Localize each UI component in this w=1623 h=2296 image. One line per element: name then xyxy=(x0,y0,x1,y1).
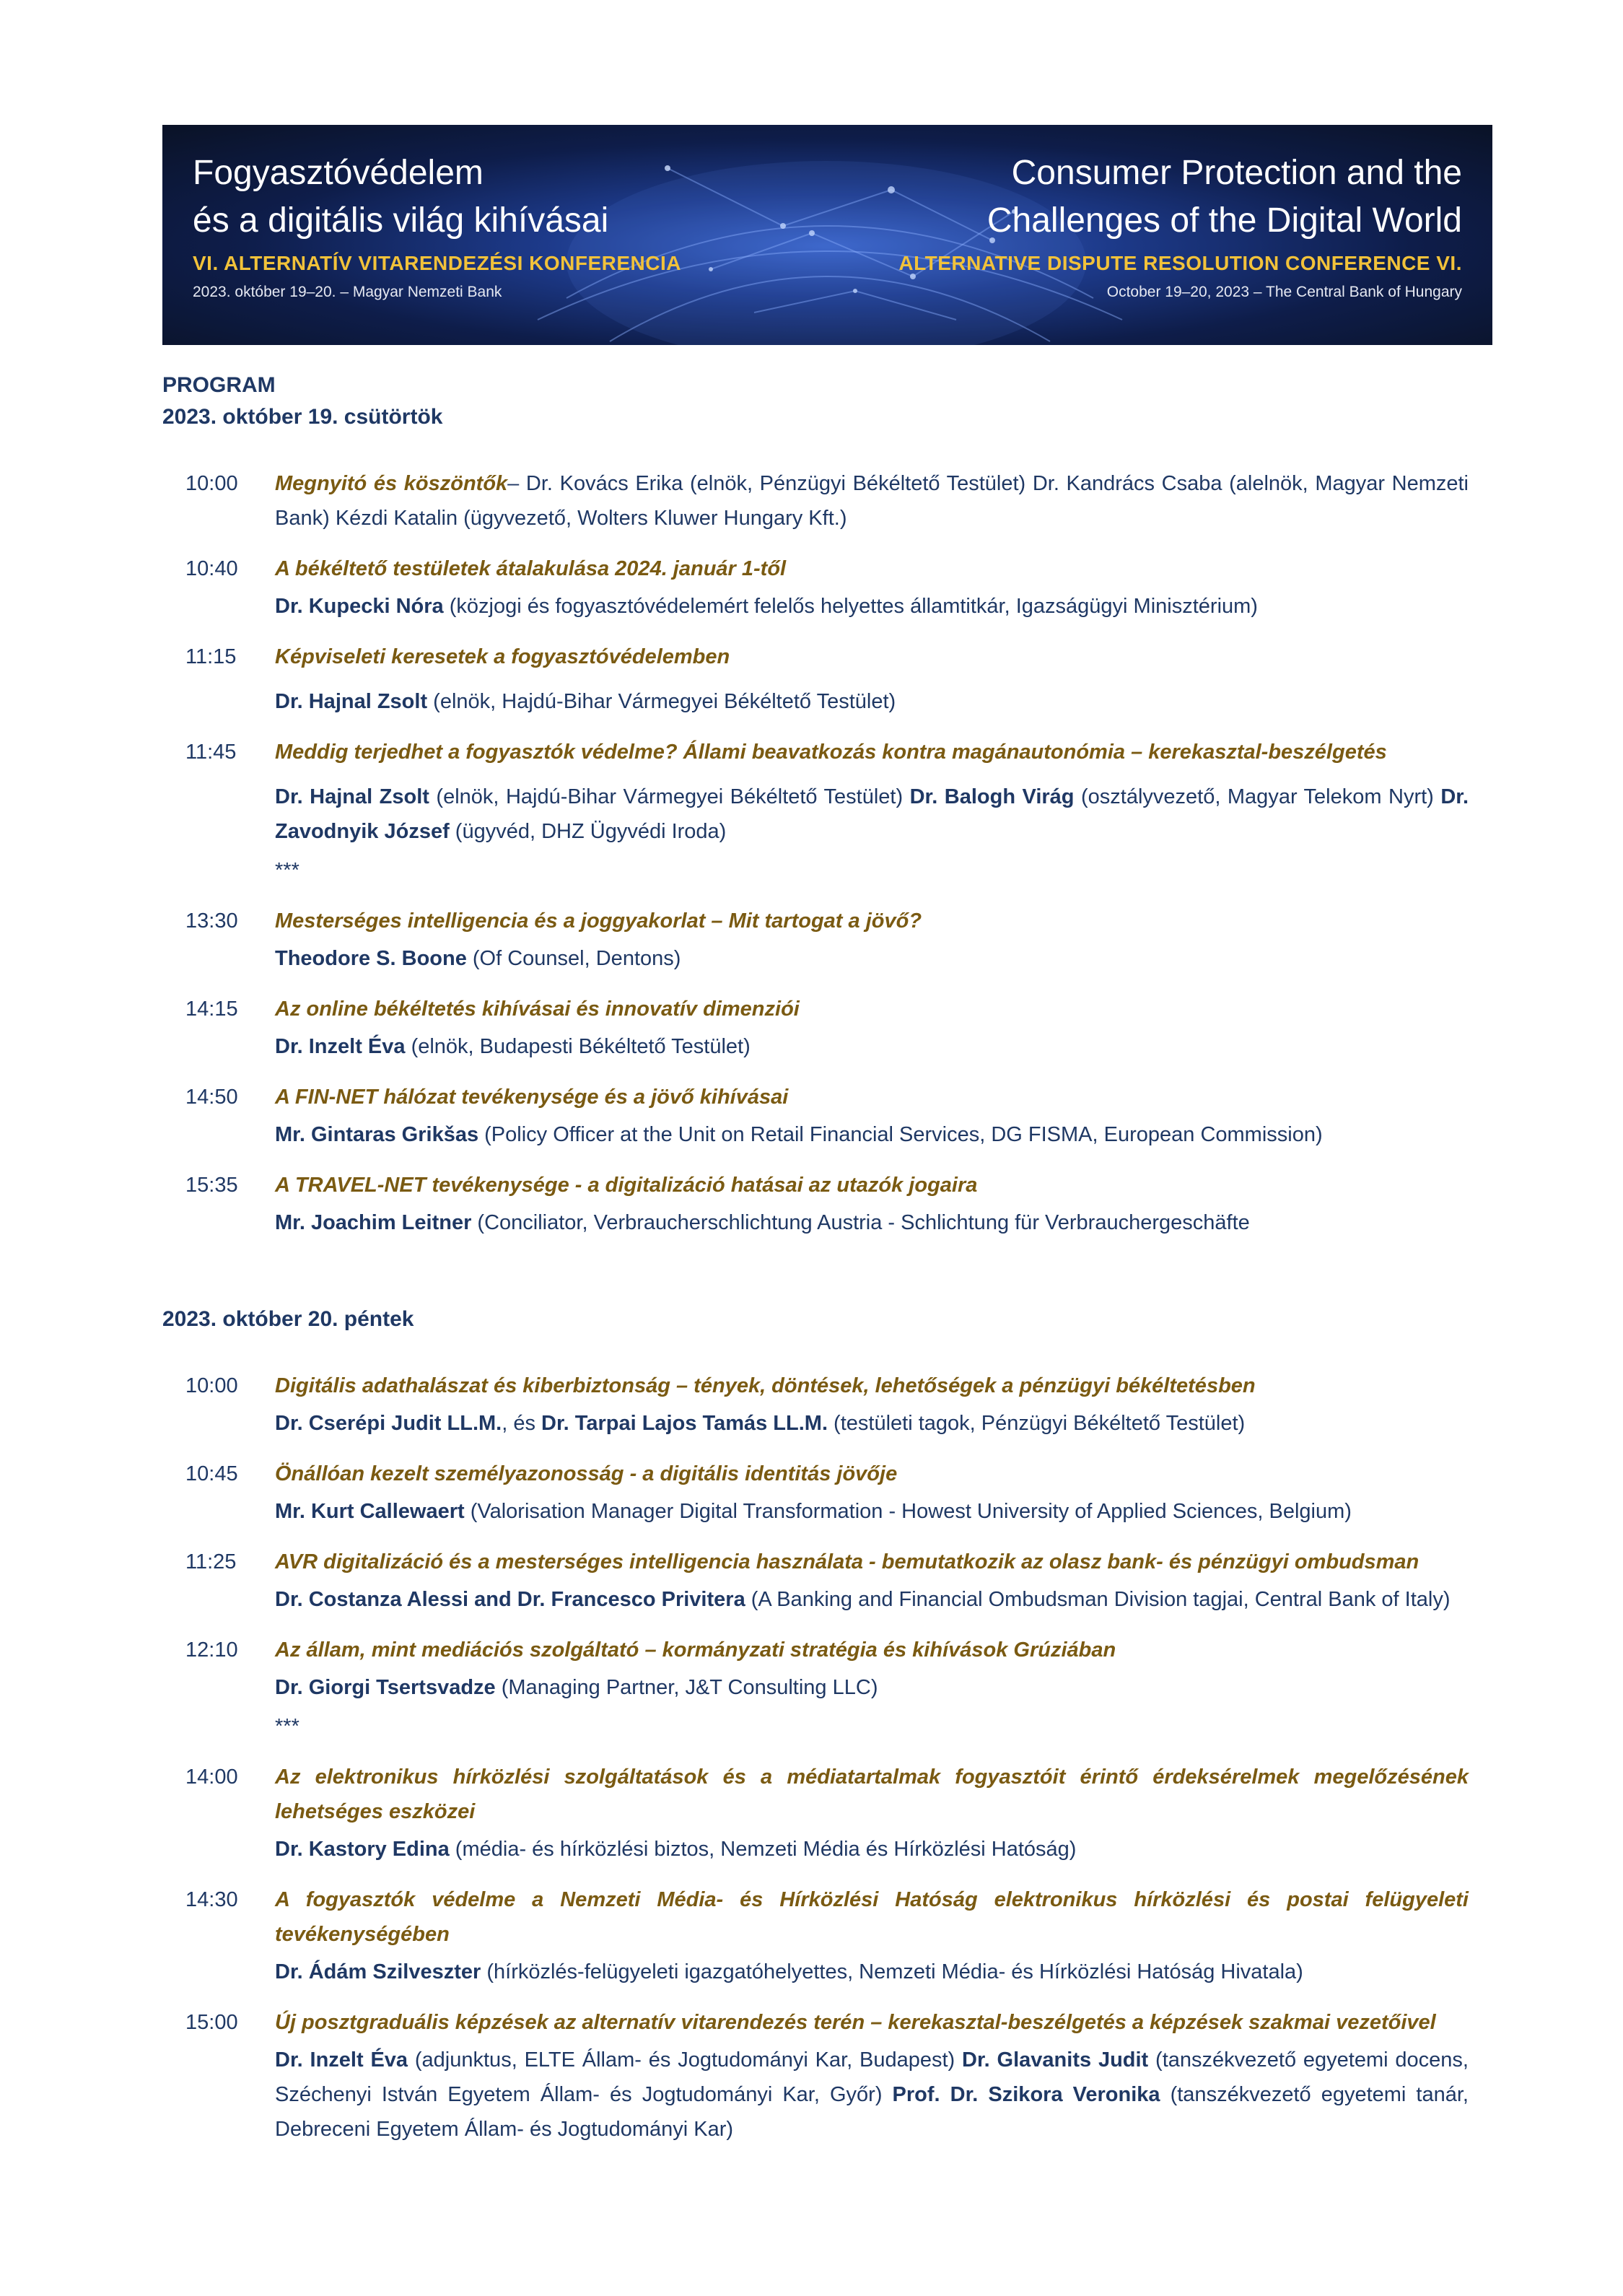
speaker-name: Mr. Joachim Leitner xyxy=(275,1211,472,1234)
day1-schedule xyxy=(162,466,1469,1240)
entry-speaker-line xyxy=(275,1955,1469,1989)
schedule-entry xyxy=(162,551,1469,624)
speaker-role: (tanszékvezető egyetemi docens, Széchenyi István Egyetem Állam- és Jogtudományi Kar, Győr) xyxy=(275,2048,1469,2106)
schedule-entry xyxy=(162,1457,1469,1529)
entry-time: 11:25 xyxy=(185,1550,237,1573)
entry-speaker-line xyxy=(275,2043,1469,2147)
speaker-role: (ügyvéd, DHZ Ügyvédi Iroda) xyxy=(449,820,727,843)
entry-speaker-line xyxy=(275,1494,1469,1529)
speaker-role: (közjogi és fogyasztóvédelemért felelős helyettes államtitkár, Igazságügyi Minisztérium) xyxy=(443,595,1258,618)
banner-title-hu-line1: Fogyasztóvédelem xyxy=(193,154,484,192)
speaker-role: (A Banking and Financial Ombudsman Division tagjai, Central Bank of Italy) xyxy=(745,1588,1451,1611)
schedule-entry xyxy=(162,1760,1469,1867)
entry-time: 14:15 xyxy=(185,998,238,1021)
entry-time: 10:45 xyxy=(185,1462,238,1485)
day1-date: 2023. október 19. csütörtök xyxy=(162,405,443,429)
day2-date: 2023. október 20. péntek xyxy=(162,1307,414,1331)
banner-date-hu: 2023. október 19–20. – Magyar Nemzeti Bank xyxy=(193,284,502,300)
speaker-name: Dr. Inzelt Éva xyxy=(275,1035,406,1058)
schedule-entry xyxy=(162,1545,1469,1617)
day2-schedule xyxy=(162,1369,1469,2147)
speaker-role: (osztályvezető, Magyar Telekom Nyrt) xyxy=(1074,785,1441,808)
banner-conference-hu: VI. ALTERNATÍV VITARENDEZÉSI KONFERENCIA xyxy=(193,252,681,274)
entry-title: A békéltető testületek átalakulása 2024. január 1-től xyxy=(275,557,787,580)
speaker-role: (Managing Partner, J&T Consulting LLC) xyxy=(495,1676,878,1699)
speaker-name: Dr. Ádám Szilveszter xyxy=(275,1960,481,1983)
entry-time: 12:10 xyxy=(185,1638,238,1662)
schedule-entry xyxy=(162,1168,1469,1240)
entry-speaker-line xyxy=(275,1582,1469,1617)
entry-title: Mesterséges intelligencia és a joggyakorlat – Mit tartogat a jövő? xyxy=(275,909,922,933)
entry-speaker-line xyxy=(275,684,1469,719)
program-heading: PROGRAM xyxy=(162,373,276,397)
program-content xyxy=(162,370,1469,2162)
schedule-entry xyxy=(162,735,1469,888)
entry-time: 15:35 xyxy=(185,1174,238,1197)
entry-title: Megnyitó és köszöntők xyxy=(275,472,508,495)
speaker-role: (média- és hírközlési biztos, Nemzeti Média és Hírközlési Hatóság) xyxy=(449,1838,1077,1861)
break-separator: *** xyxy=(275,1715,299,1738)
entry-title: Képviseleti keresetek a fogyasztóvédelemben xyxy=(275,645,730,668)
schedule-entry xyxy=(162,1369,1469,1441)
speaker-role: (elnök, Budapesti Békéltető Testület) xyxy=(405,1035,751,1058)
entry-title: Meddig terjedhet a fogyasztók védelme? Állami beavatkozás kontra magánautonómia – kerekasztal-beszélgetés xyxy=(275,741,1387,764)
banner-date-en: October 19–20, 2023 – The Central Bank of Hungary xyxy=(1106,284,1462,300)
entry-time: 11:45 xyxy=(185,741,237,764)
break-separator: *** xyxy=(275,859,299,882)
speaker-name: Dr. Costanza Alessi and Dr. Francesco Privitera xyxy=(275,1588,745,1611)
schedule-entry xyxy=(162,2005,1469,2147)
speaker-name: Dr. Kupecki Nóra xyxy=(275,595,444,618)
schedule-entry xyxy=(162,904,1469,976)
speaker-role: (testületi tagok, Pénzügyi Békéltető Testület) xyxy=(828,1412,1246,1435)
speaker-name: Dr. Glavanits Judit xyxy=(962,2048,1149,2072)
entry-time: 14:00 xyxy=(185,1765,238,1789)
entry-speaker-line xyxy=(275,1406,1469,1441)
speaker-name: Theodore S. Boone xyxy=(275,947,467,970)
entry-time: 11:15 xyxy=(185,645,237,668)
entry-speaker-line xyxy=(275,1205,1469,1240)
speaker-name: Prof. Dr. Szikora Veronika xyxy=(892,2083,1160,2106)
entry-title: A FIN-NET hálózat tevékenysége és a jövő kihívásai xyxy=(275,1086,789,1109)
speaker-name: Dr. Cserépi Judit LL.M. xyxy=(275,1412,502,1435)
speaker-name: Mr. Kurt Callewaert xyxy=(275,1500,465,1523)
schedule-entry xyxy=(162,1080,1469,1152)
speaker-name: Dr. Giorgi Tsertsvadze xyxy=(275,1676,496,1699)
banner-conference-en: ALTERNATIVE DISPUTE RESOLUTION CONFERENCE VI. xyxy=(898,252,1462,274)
entry-title: Digitális adathalászat és kiberbiztonság – tények, döntések, lehetőségek a pénzügyi békéltetésben xyxy=(275,1374,1256,1397)
speaker-role: (Of Counsel, Dentons) xyxy=(466,947,681,970)
entry-time: 10:40 xyxy=(185,557,238,580)
entry-title: Az elektronikus hírközlési szolgáltatások és a médiatartalmak fogyasztóit érintő érdeksérelmek megelőzésének lehetséges eszközei xyxy=(275,1765,1469,1823)
entry-time: 10:00 xyxy=(185,472,238,495)
schedule-entry xyxy=(162,466,1469,536)
entry-title: AVR digitalizáció és a mesterséges intelligencia használata - bemutatkozik az olasz bank- és pénzügyi ombudsman xyxy=(275,1550,1419,1573)
entry-time: 10:00 xyxy=(185,1374,238,1397)
conference-banner xyxy=(162,125,1492,345)
banner-title-en-line2: Challenges of the Digital World xyxy=(987,201,1462,240)
entry-time: 14:50 xyxy=(185,1086,238,1109)
entry-speaker-line xyxy=(275,1670,1469,1705)
entry-speaker-line xyxy=(275,1029,1469,1064)
entry-title: A TRAVEL-NET tevékenysége - a digitalizáció hatásai az utazók jogaira xyxy=(275,1174,978,1197)
entry-title: Az állam, mint mediációs szolgáltató – kormányzati stratégia és kihívások Grúziában xyxy=(275,1638,1116,1662)
speaker-role: (Valorisation Manager Digital Transformation - Howest University of Applied Sciences, Belgium) xyxy=(464,1500,1352,1523)
speaker-name: Dr. Inzelt Éva xyxy=(275,2048,408,2072)
schedule-entry xyxy=(162,1882,1469,1989)
entry-speaker-line xyxy=(275,941,1469,976)
speaker-name: Dr. Hajnal Zsolt xyxy=(275,785,429,808)
schedule-entry xyxy=(162,992,1469,1064)
entry-title: Az online békéltetés kihívásai és innovatív dimenziói xyxy=(275,998,800,1021)
banner-title-hu-line2: és a digitális világ kihívásai xyxy=(193,201,609,240)
speaker-name: Dr. Tarpai Lajos Tamás LL.M. xyxy=(541,1412,828,1435)
speaker-role: (hírközlés-felügyeleti igazgatóhelyettes, Nemzeti Média- és Hírközlési Hatóság Hivatala) xyxy=(481,1960,1303,1983)
entry-time: 13:30 xyxy=(185,909,238,933)
entry-speaker-line xyxy=(275,1832,1469,1867)
entry-time: 15:00 xyxy=(185,2011,238,2034)
speaker-role: (Conciliator, Verbraucherschlichtung Austria - Schlichtung für Verbrauchergeschäfte xyxy=(471,1211,1250,1234)
speaker-role: (adjunktus, ELTE Állam- és Jogtudományi Kar, Budapest) xyxy=(408,2048,963,2072)
entry-time: 14:30 xyxy=(185,1888,238,1911)
entry-title: Új posztgraduális képzések az alternatív vitarendezés terén – kerekasztal-beszélgetés a képzések szakmai vezetőivel xyxy=(275,2011,1436,2034)
schedule-entry xyxy=(162,640,1469,719)
speaker-name: Dr. Hajnal Zsolt xyxy=(275,690,428,713)
speaker-role: (tanszékvezető egyetemi tanár, Debreceni Egyetem Állam- és Jogtudományi Kar) xyxy=(275,2083,1469,2141)
speaker-name: Dr. Balogh Virág xyxy=(909,785,1075,808)
banner-hungarian-block xyxy=(193,149,681,301)
banner-title-en-line1: Consumer Protection and the xyxy=(1011,154,1462,192)
entry-speaker-line xyxy=(275,780,1469,849)
entry-speakers: – Dr. Kovács Erika (elnök, Pénzügyi Békéltető Testület) Dr. Kandrács Csaba (alelnök, Magyar Nemzeti Bank) Kézdi Katalin (ügyvezető, Wolters Kluwer Hungary Kft.) xyxy=(275,472,1469,530)
entry-title: A fogyasztók védelme a Nemzeti Média- és Hírközlési Hatóság elektronikus hírközlési és postai felügyeleti tevékenységében xyxy=(275,1888,1469,1946)
speaker-name: Dr. Kastory Edina xyxy=(275,1838,450,1861)
speaker-name: Mr. Gintaras Grikšas xyxy=(275,1123,479,1146)
speaker-connector: , és xyxy=(502,1412,542,1435)
entry-speaker-line xyxy=(275,589,1469,624)
banner-english-block xyxy=(898,149,1462,301)
speaker-role: (Policy Officer at the Unit on Retail Financial Services, DG FISMA, European Commission) xyxy=(478,1123,1323,1146)
speaker-role: (elnök, Hajdú-Bihar Vármegyei Békéltető Testület) xyxy=(429,785,910,808)
speaker-name: Dr. Zavodnyik József xyxy=(275,785,1469,843)
entry-speaker-line xyxy=(275,1117,1469,1152)
entry-title: Önállóan kezelt személyazonosság - a digitális identitás jövője xyxy=(275,1462,898,1485)
schedule-entry xyxy=(162,1633,1469,1744)
speaker-role: (elnök, Hajdú-Bihar Vármegyei Békéltető Testület) xyxy=(427,690,896,713)
